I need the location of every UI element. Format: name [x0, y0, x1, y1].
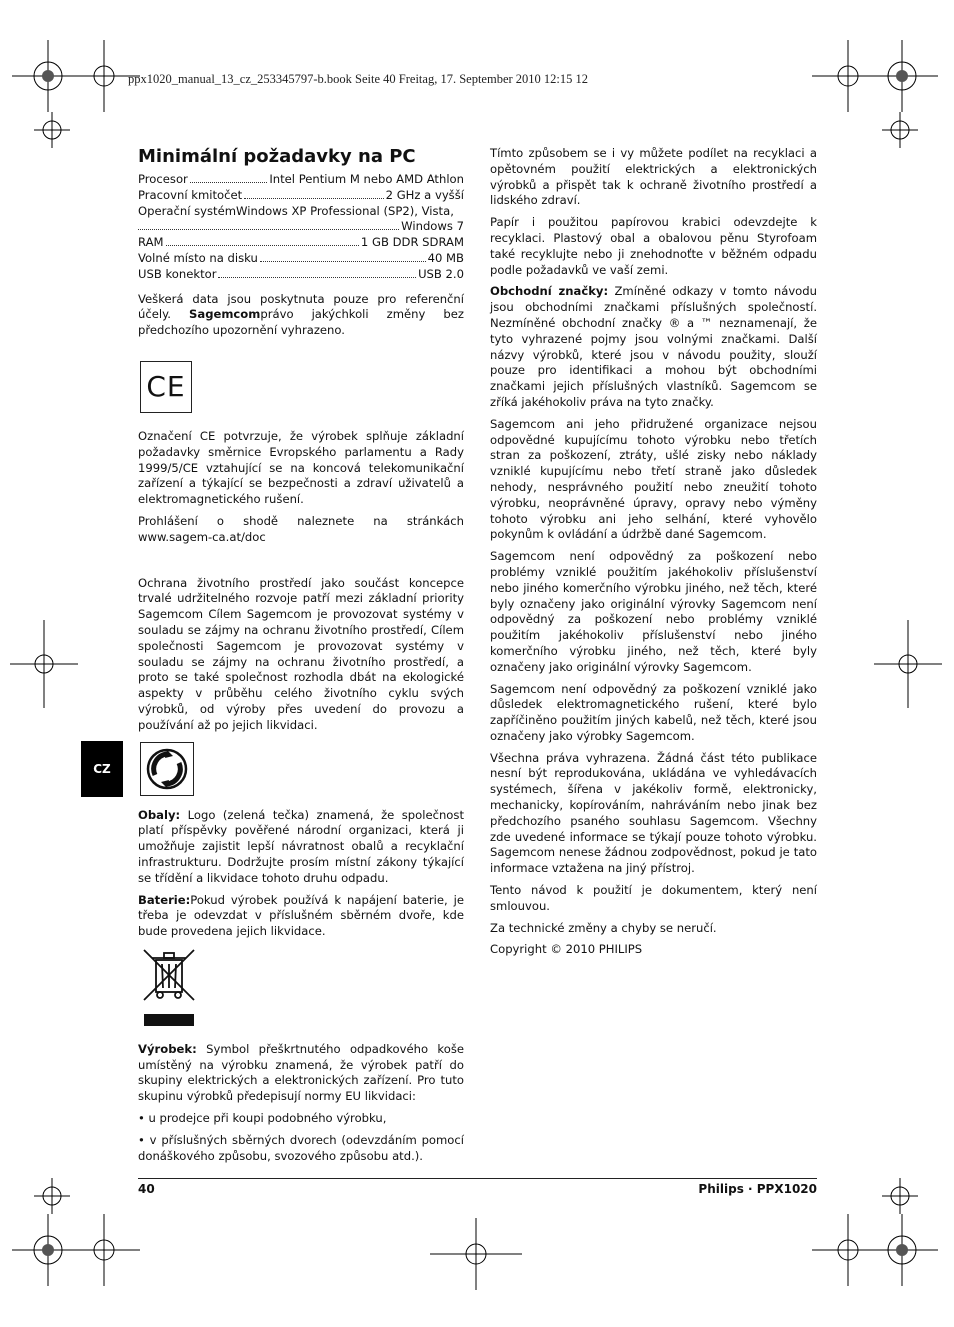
dot-leader	[138, 229, 399, 230]
battery-text: Baterie:Pokud výrobek používá k napájení baterie, je třeba je odevzdat v příslušném sběrném dvoře, kde bude provedena jejich likvidace.	[138, 892, 464, 939]
spec-value: 2 GHz a vyšší	[385, 187, 464, 202]
spec-key: USB konektor	[138, 266, 217, 281]
page-number: 40	[138, 1182, 155, 1196]
spec-row-cpu	[138, 172, 464, 188]
errors-note: Za technické změny a chyby se neručí.	[490, 920, 717, 935]
spec-list	[138, 172, 464, 283]
spec-value: 1 GB DDR SDRAM	[360, 235, 464, 250]
spec-value: USB 2.0	[418, 266, 464, 281]
spec-value: Intel Pentium M nebo AMD Athlon	[269, 172, 464, 186]
recycle-intro: Tímto způsobem se i vy můžete podílet na recyklaci a opětovném použití elektrických a elektronických výrobků a přispět tak k ochraně životního prostředí a lidského zdraví.	[490, 146, 817, 208]
ce-mark-text: CE	[146, 370, 186, 404]
disclaimer: Veškerá data jsou poskytnuta pouze pro referenční účely. Sagemcomprávo jakýchkoli změny bez předchozího upozornění vyhrazeno.	[138, 291, 464, 338]
spec-key: Procesor	[138, 172, 188, 186]
environment-text: Ochrana životního prostředí jako součást koncepce trvalé udržitelného rozvoje patří mezi základní priority Sagemcom Cílem Sagemcom je provozovat systémy v souladu se zájmy na ochranu životního prostředí, Cílem společnosti Sagemcom je provozovat systémy v souladu se zájmy na ochranu životního prostředí, a proto se také společnost rozhodla dbát na ekologické aspekty v průběhu celého životního cyklu svých výrobků, od výroby přes uvedení do provozu a používání až po jejich likvidaci.	[138, 575, 464, 732]
dot-leader	[218, 277, 416, 278]
right-column	[490, 146, 817, 964]
spec-key: Volné místo na disku	[138, 250, 258, 265]
spec-key: Pracovní kmitočet	[138, 187, 243, 202]
dot-leader	[260, 261, 426, 262]
crossed-bin-icon	[140, 946, 198, 1026]
bullet-item: • v příslušných sběrných dvorech (odevzdáním pomocí donáškového způsobu, svozového způsobu atd.).	[138, 1132, 464, 1163]
spec-value: 40 MB	[427, 250, 464, 265]
ce-text: Označení CE potvrzuje, že výrobek splňuje základní požadavky směrnice Evropského parlamentu a Rady 1999/5/CE vztahující se na koncová telekomunikační zařízení a týkající se bezpečnosti a zdraví uživatelů a elektromagnetického rušení.	[138, 428, 464, 507]
liability-text: Sagemcom není odpovědný za poškození vzniklé jako důsledek elektromagnetického rušení, které bylo zapříčiněno použitím jiných kabelů, než těch, které jsou označeny jako výrobky Sagemcom.	[490, 681, 817, 743]
spec-row-os-cont	[138, 219, 464, 235]
left-column	[138, 146, 464, 1170]
product-text: Výrobek: Symbol přeškrtnutého odpadkového koše umístěný na výrobku znamená, že výrobek patří do skupiny elektrických a elektronických zařízení. Pro tuto skupinu výrobků předepisují normy EU likvidaci:	[138, 1041, 464, 1104]
spec-row-ram	[138, 235, 464, 251]
spec-row-usb	[138, 267, 464, 283]
spec-key: RAM	[138, 235, 164, 250]
rights-text: Všechna práva vyhrazena. Žádná část této publikace nesní být reprodukována, ukládána ve vyhledávacích systémech, šířena v jakékoliv formě, elektronicky, mechanicky, kopírováním, nahráváním nebo jinak bez předchozího psaného souhlasu Sagemcom. Všechny zde uvedené informace se týkají pouze tohoto výrobku. Sagemcom nenese žádnou zodpovědnost, pokud je tato informace vztažena na jiný přístroj.	[490, 750, 817, 876]
spec-row-frequency	[138, 188, 464, 204]
trademarks-text: Obchodní značky: Zmíněné odkazy v tomto návodu jsou obchodními značkami příslušných společností. Nezmíněné obchodní značky ® a ™ neznamenají, že tyto vyhrazené pojmy jsou volnými značkami. Další názvy výrobků, které jsou v návodu použity, slouží pouze pro identifikaci a mohou být obchodními značkami jejich příslušných vlastníků. Sagemcom se zříká jakéhokoliv práva na tyto značky.	[490, 284, 817, 409]
product-label: Výrobek:	[138, 1041, 197, 1056]
language-tab-label: CZ	[93, 762, 111, 776]
document-note: Tento návod k použití je dokumentem, který není smlouvou.	[490, 883, 817, 913]
dot-leader	[244, 198, 383, 199]
bullet-item: • u prodejce při koupi podobného výrobku,	[138, 1111, 387, 1126]
ce-mark-logo	[140, 361, 192, 413]
section-title: Minimální požadavky na PC	[138, 146, 416, 167]
green-dot-icon	[140, 742, 194, 796]
battery-label: Baterie:	[138, 892, 191, 907]
spec-value: Windows 7	[401, 219, 464, 234]
footer-rule	[138, 1178, 817, 1179]
paper-text: Papír i použitou papírovou krabici odevzdejte k recyklaci. Plastový obal a obalovou pěnu Styrofoam také recyklujte nebo ji znehodnoťte v běžném odpadu podle požadavků ve vaší zemi.	[490, 215, 817, 277]
language-tab	[81, 741, 123, 797]
spec-value: Windows XP Professional (SP2), Vista,	[236, 203, 454, 218]
packaging-text: Obaly: Logo (zelená tečka) znamená, že společnost platí příspěvky pověřené národní organizaci, která ji umožňuje zajistit lepší návratnost obalů a recyklační infrastrukturu. Dodržujte prosím místní zákony týkající se třídění a likvidace tohoto druhu odpadu.	[138, 807, 464, 885]
footer-brand-model: Philips · PPX1020	[698, 1182, 817, 1196]
packaging-label: Obaly:	[138, 807, 181, 822]
dot-leader	[190, 182, 268, 183]
print-header: ppx1020_manual_13_cz_253345797-b.book Seite 40 Freitag, 17. September 2010 12:15 12	[128, 72, 589, 86]
liability-text: Sagemcom není odpovědný za poškození nebo problémy vzniklé použitím jakéhokoliv příslušenství nebo jiného komerčního výrobku jiného, než těch, které byly označeny jako originální výrovky Sagemcom není odpovědný za poškození nebo problémy vzniklé použitím jakéhokoliv příslušenství nebo jiného komerčního výrobku jiného, než těch, které byly označeny jako originální výrovky Sagemcom.	[490, 549, 817, 674]
copyright-text: Copyright © 2010 PHILIPS	[490, 942, 643, 957]
dot-leader	[166, 245, 359, 246]
spec-key: Operační systém	[138, 203, 237, 218]
trademarks-label: Obchodní značky:	[490, 284, 609, 299]
brand-name: Sagemcom	[189, 307, 261, 322]
bin-underline-bar	[144, 1014, 194, 1026]
spec-row-disk	[138, 251, 464, 267]
liability-text: Sagemcom ani jeho přidružené organizace nejsou odpovědné kupujícímu tohoto výrobku nebo třetích stran za poškození, ztráty, ušlé zisky nebo náklady vzniklé kupujícímu nebo třetí straně jako důsledek nehody, nesprávného použití nebo zneužití tohoto výrobku, neoprávněné úpravy, opravy nebo výměny tohoto výrobku ani jeho selhání, které vyhovělo pokynům k ovládání a údržbě dané Sagemcom.	[490, 416, 817, 542]
spec-row-os	[138, 204, 464, 220]
declaration-text: Prohlášení o shodě naleznete na stránkách www.sagem-ca.at/doc	[138, 513, 464, 544]
